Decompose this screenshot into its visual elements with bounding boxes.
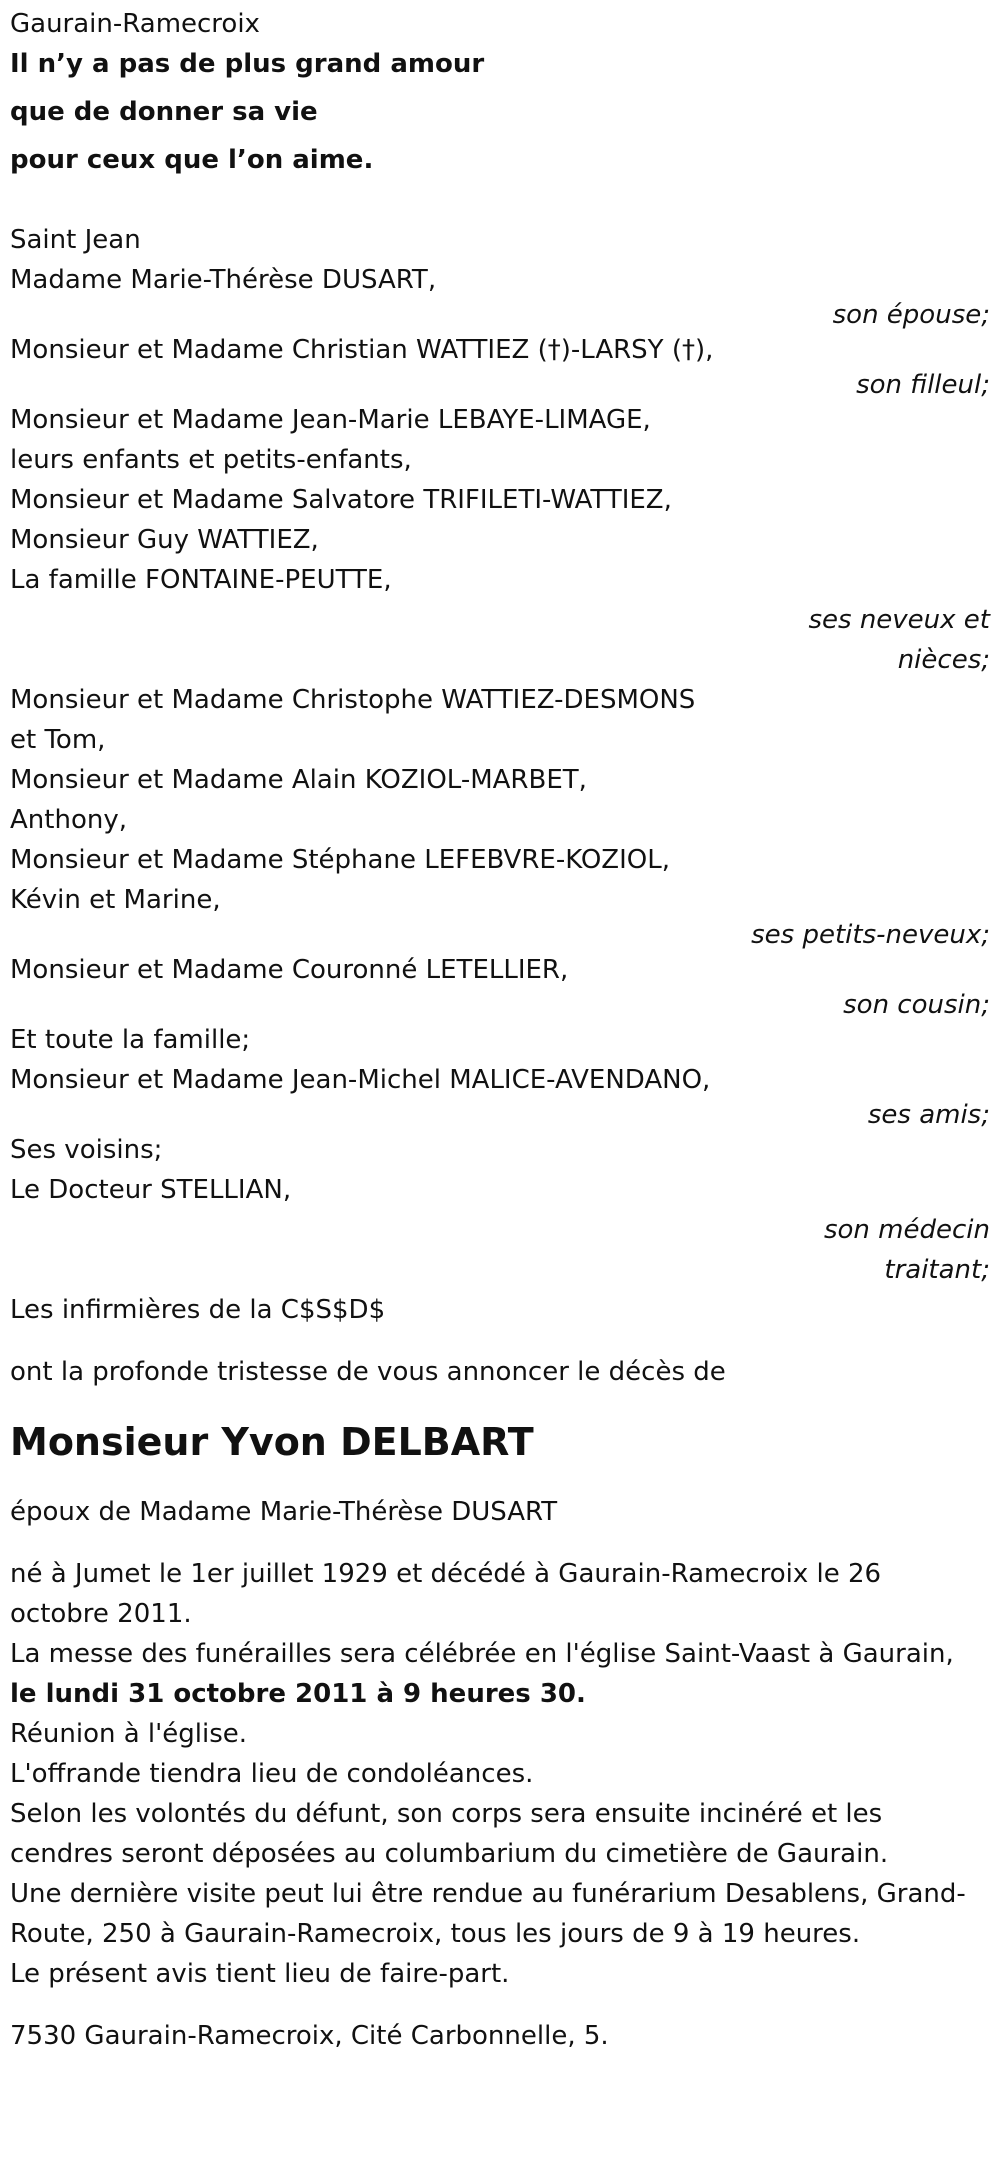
meeting-line: Réunion à l'église. — [10, 1719, 248, 1749]
grandnephews-relation: ses petits-neveux; — [751, 920, 990, 950]
spouse-line: époux de Madame Marie-Thérèse DUSART — [10, 1497, 558, 1527]
cousin-relation: son cousin; — [843, 990, 990, 1020]
deceased-name: Monsieur Yvon DELBART — [10, 1420, 534, 1464]
quote-line-1: Il n’y a pas de plus grand amour — [10, 49, 485, 79]
birth-death-line-2: octobre 2011. — [10, 1599, 192, 1629]
mass-line: La messe des funérailles sera célébrée en l'église Saint-Vaast à Gaurain, — [10, 1639, 954, 1669]
quote-line-3: pour ceux que l’on aime. — [10, 145, 374, 175]
family-line: Et toute la famille; — [10, 1025, 251, 1055]
friends-relation: ses amis; — [867, 1100, 990, 1130]
birth-death-line-1: né à Jumet le 1er juillet 1929 et décédé à Gaurain-Ramecroix le 26 — [10, 1559, 882, 1589]
wife-relation: son épouse; — [832, 300, 990, 330]
saint-name: Saint Jean — [10, 225, 141, 255]
mass-date: le lundi 31 octobre 2011 à 9 heures 30. — [10, 1679, 586, 1709]
list-item: et Tom, — [10, 725, 106, 755]
notice-line: Le présent avis tient lieu de faire-part. — [10, 1959, 510, 1989]
wishes-line-1: Selon les volontés du défunt, son corps sera ensuite incinéré et les — [10, 1799, 883, 1829]
list-item: leurs enfants et petits-enfants, — [10, 445, 412, 475]
list-item: La famille FONTAINE-PEUTTE, — [10, 565, 392, 595]
wife-name: Madame Marie-Thérèse DUSART, — [10, 265, 437, 295]
friends-name: Monsieur et Madame Jean-Michel MALICE-AVENDANO, — [10, 1065, 711, 1095]
header-location: Gaurain-Ramecroix — [10, 9, 260, 39]
godson-relation: son filleul; — [856, 370, 990, 400]
neighbours-line: Ses voisins; — [10, 1135, 163, 1165]
list-item: Monsieur et Madame Stéphane LEFEBVRE-KOZIOL, — [10, 845, 670, 875]
doctor-relation-2: traitant; — [884, 1255, 990, 1285]
address-line: 7530 Gaurain-Ramecroix, Cité Carbonnelle, 5. — [10, 2021, 609, 2051]
offering-line: L'offrande tiendra lieu de condoléances. — [10, 1759, 534, 1789]
list-item: Monsieur Guy WATTIEZ, — [10, 525, 319, 555]
wishes-line-2: cendres seront déposées au columbarium du cimetière de Gaurain. — [10, 1839, 889, 1869]
cousin-name: Monsieur et Madame Couronné LETELLIER, — [10, 955, 569, 985]
list-item: Monsieur et Madame Salvatore TRIFILETI-WATTIEZ, — [10, 485, 672, 515]
grandnephews-list — [10, 680, 990, 920]
godson-name: Monsieur et Madame Christian WATTIEZ (†)-LARSY (†), — [10, 335, 714, 365]
list-item: Monsieur et Madame Alain KOZIOL-MARBET, — [10, 765, 587, 795]
nurses-line: Les infirmières de la C$S$D$ — [10, 1295, 386, 1325]
doctor-relation-1: son médecin — [823, 1215, 990, 1245]
announcement-intro: ont la profonde tristesse de vous annoncer le décès de — [10, 1357, 726, 1387]
list-item: Anthony, — [10, 805, 127, 835]
list-item: Kévin et Marine, — [10, 885, 221, 915]
list-item: Monsieur et Madame Jean-Marie LEBAYE-LIMAGE, — [10, 405, 651, 435]
visit-line-2: Route, 250 à Gaurain-Ramecroix, tous les jours de 9 à 19 heures. — [10, 1919, 861, 1949]
visit-line-1: Une dernière visite peut lui être rendue au funérarium Desablens, Grand- — [10, 1879, 966, 1909]
nephews-relation-1: ses neveux et — [808, 605, 990, 635]
nephews-list — [10, 400, 990, 600]
quote-line-2: que de donner sa vie — [10, 97, 318, 127]
list-item: Monsieur et Madame Christophe WATTIEZ-DESMONS — [10, 685, 696, 715]
nephews-relation-2: nièces; — [897, 645, 990, 675]
doctor-name: Le Docteur STELLIAN, — [10, 1175, 292, 1205]
